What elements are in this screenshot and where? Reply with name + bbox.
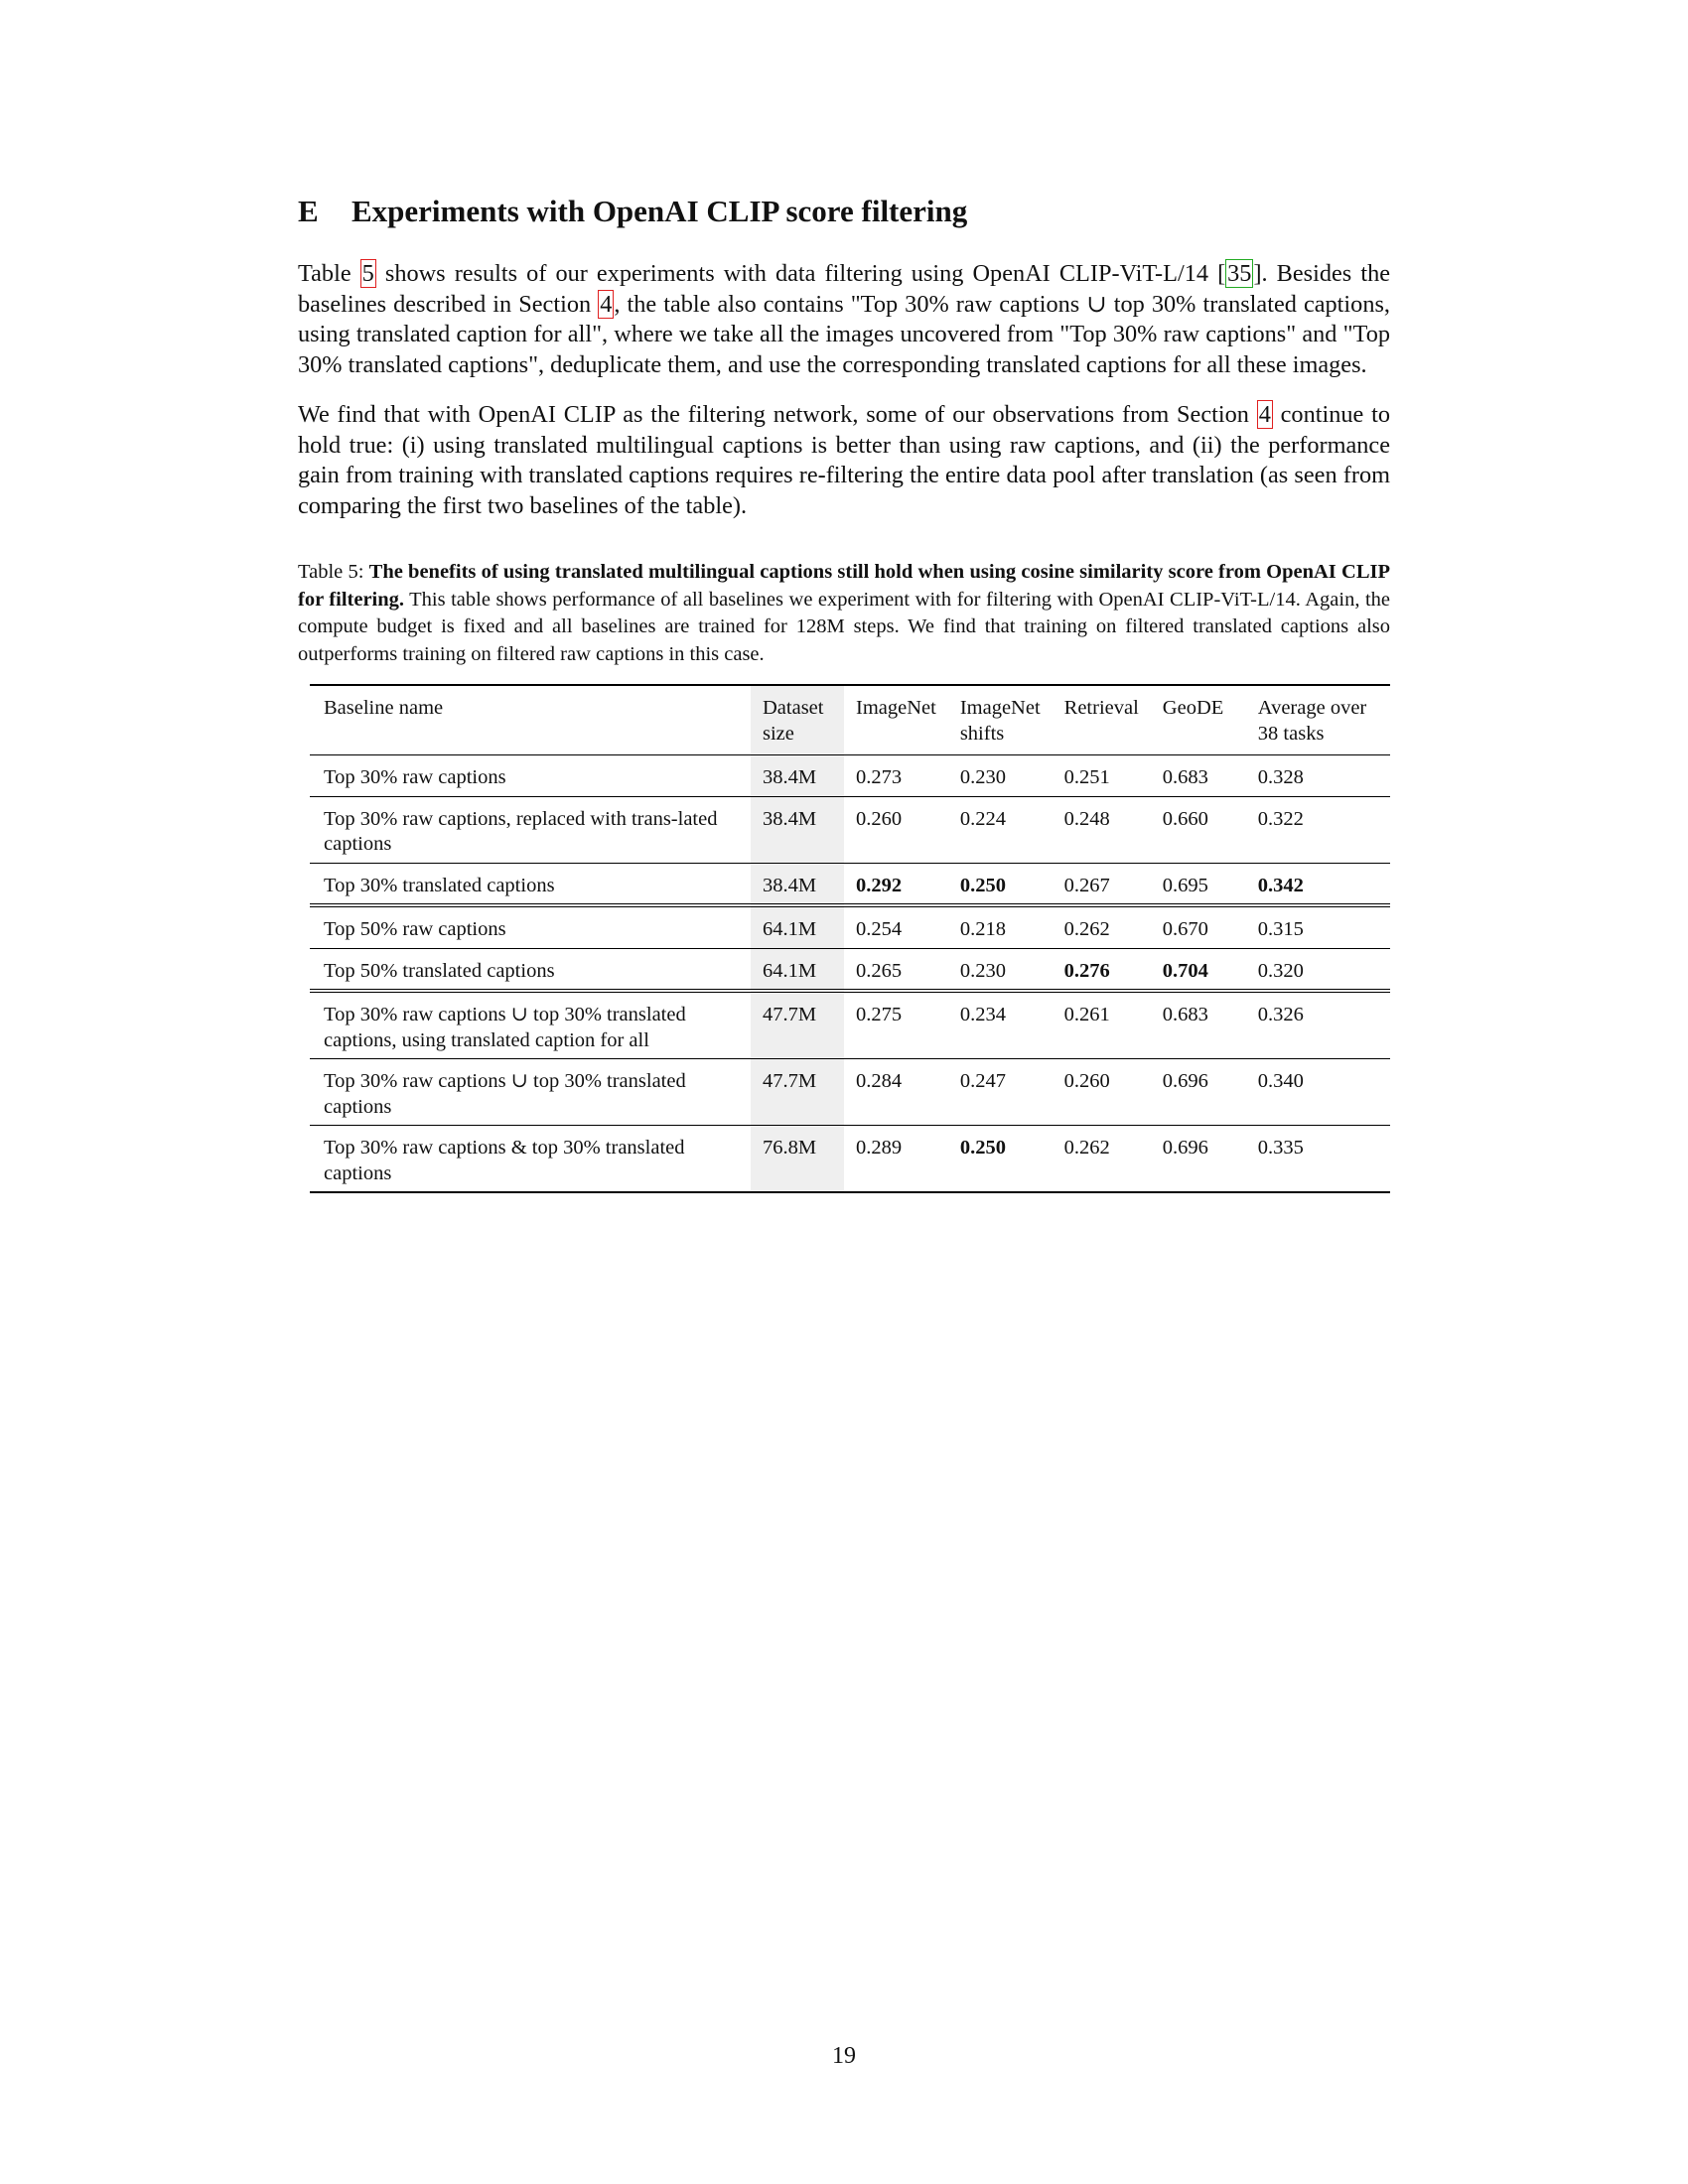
cell-size: 76.8M [751, 1126, 844, 1193]
p2-text-1: We find that with OpenAI CLIP as the filtering network, some of our observations from Section [298, 401, 1257, 428]
header-retrieval: Retrieval [1063, 697, 1139, 719]
cell-imagenet: 0.289 [856, 1137, 903, 1159]
cell-size: 47.7M [751, 991, 844, 1059]
cell-shifts: 0.230 [959, 959, 1006, 982]
cell-retrieval: 0.262 [1063, 918, 1110, 940]
cell-name: Top 30% raw captions ∪ top 30% translated captions, using translated caption for all [324, 1004, 686, 1051]
table-row [310, 905, 1390, 948]
section-ref-link-2[interactable]: 4 [1258, 401, 1271, 428]
cell-avg: 0.322 [1257, 807, 1304, 830]
cell-avg: 0.342 [1257, 874, 1304, 896]
results-table [310, 684, 1390, 1193]
paragraph-2 [298, 400, 1390, 521]
cell-shifts: 0.218 [959, 918, 1006, 940]
cite-open: [ [1217, 260, 1226, 287]
cell-imagenet: 0.273 [856, 766, 903, 788]
cell-shifts: 0.250 [959, 1137, 1006, 1159]
table-row [310, 796, 1390, 863]
cell-geode: 0.696 [1162, 1137, 1208, 1159]
caption-bold: The benefits of using translated multilingual captions still hold when using cosine similarity score from OpenAI CLIP for filtering. [298, 561, 1390, 611]
cell-retrieval: 0.276 [1063, 959, 1110, 982]
page-number: 19 [832, 2043, 856, 2069]
cell-avg: 0.326 [1257, 1004, 1304, 1025]
caption-rest: This table shows performance of all baselines we experiment with for filtering with OpenAI CLIP-ViT-L/14. Again, the compute budget is fixed and all baselines are trained for 128M steps. We find that training on filtered translated captions also outperforms training on filtered raw captions in this case. [298, 588, 1390, 665]
cell-avg: 0.340 [1257, 1070, 1304, 1092]
cell-shifts: 0.230 [959, 766, 1006, 788]
page-body [298, 194, 1390, 1193]
section-title: Experiments with OpenAI CLIP score filtering [352, 194, 968, 228]
cell-avg: 0.328 [1257, 766, 1304, 788]
table-row [310, 948, 1390, 991]
cell-geode: 0.696 [1162, 1070, 1208, 1092]
table-ref-link[interactable]: 5 [361, 260, 374, 287]
cell-retrieval: 0.248 [1063, 807, 1110, 830]
cell-shifts: 0.224 [959, 807, 1006, 830]
cell-retrieval: 0.267 [1063, 874, 1110, 896]
cell-shifts: 0.250 [959, 874, 1006, 896]
p1-text-4: , the table also contains "Top 30% raw captions ∪ top 30% translated captions, using translated caption for all", where we take all the images uncovered from "Top 30% raw captions" and "Top 30% translated captions", deduplicate them, and use the corresponding translated captions for all these images. [298, 290, 1390, 378]
section-heading [298, 194, 1390, 229]
p1-text-2: shows results of our experiments with data filtering using OpenAI CLIP-ViT-L/14 [375, 260, 1218, 287]
caption-label: Table 5: [298, 561, 369, 583]
table-header-row [310, 685, 1390, 755]
cell-size: 64.1M [751, 948, 844, 991]
paragraph-1 [298, 259, 1390, 380]
cite-close: ] [1253, 260, 1262, 287]
cell-retrieval: 0.262 [1063, 1137, 1110, 1159]
cell-imagenet: 0.265 [856, 959, 903, 982]
cell-name: Top 50% translated captions [324, 959, 555, 982]
cell-geode: 0.704 [1162, 959, 1208, 982]
cell-name: Top 30% translated captions [324, 874, 555, 896]
cell-avg: 0.315 [1257, 918, 1304, 940]
cell-geode: 0.670 [1162, 918, 1208, 940]
cell-geode: 0.660 [1162, 807, 1208, 830]
cell-size: 38.4M [751, 755, 844, 797]
cell-size: 47.7M [751, 1059, 844, 1126]
header-dataset-size: Dataset size [751, 685, 844, 755]
table-row [310, 1059, 1390, 1126]
cell-retrieval: 0.260 [1063, 1070, 1110, 1092]
header-geode: GeoDE [1162, 697, 1224, 719]
cell-name: Top 30% raw captions ∪ top 30% translated captions [324, 1070, 686, 1118]
cell-geode: 0.683 [1162, 766, 1208, 788]
cell-size: 38.4M [751, 796, 844, 863]
cell-name: Top 50% raw captions [324, 918, 506, 940]
cell-imagenet: 0.275 [856, 1004, 903, 1025]
cell-geode: 0.695 [1162, 874, 1208, 896]
cell-name: Top 30% raw captions & top 30% translated captions [324, 1137, 685, 1184]
cell-name: Top 30% raw captions [324, 766, 506, 788]
cell-imagenet: 0.292 [856, 874, 903, 896]
section-ref-link[interactable]: 4 [600, 290, 613, 318]
cell-size: 64.1M [751, 905, 844, 948]
cell-imagenet: 0.284 [856, 1070, 903, 1092]
table-row [310, 755, 1390, 797]
p1-text-1: Table [298, 260, 360, 287]
cell-size: 38.4M [751, 863, 844, 905]
header-imagenet-shifts: ImageNet shifts [959, 697, 1041, 745]
table-row [310, 1126, 1390, 1193]
table-caption [298, 559, 1390, 668]
header-average: Average over 38 tasks [1257, 697, 1367, 745]
p1-text-3: . Besides the baselines described in Section [298, 260, 1390, 318]
table-row [310, 863, 1390, 905]
cell-avg: 0.320 [1257, 959, 1304, 982]
cell-imagenet: 0.254 [856, 918, 903, 940]
cell-geode: 0.683 [1162, 1004, 1208, 1025]
table-row [310, 991, 1390, 1059]
section-number: E [298, 194, 319, 228]
header-baseline-name: Baseline name [324, 697, 444, 719]
cell-retrieval: 0.261 [1063, 1004, 1110, 1025]
citation-link[interactable]: 35 [1227, 260, 1252, 287]
cell-retrieval: 0.251 [1063, 766, 1110, 788]
header-imagenet: ImageNet [856, 697, 936, 719]
p2-text-2: continue to hold true: (i) using translated multilingual captions is better than using raw captions, and (ii) the performance gain from training with translated captions requires re-filtering the entire data pool after translation (as seen from comparing the first two baselines of the table). [298, 401, 1390, 519]
cell-shifts: 0.234 [959, 1004, 1006, 1025]
cell-imagenet: 0.260 [856, 807, 903, 830]
cell-avg: 0.335 [1257, 1137, 1304, 1159]
cell-shifts: 0.247 [959, 1070, 1006, 1092]
cell-name: Top 30% raw captions, replaced with trans-lated captions [324, 807, 718, 855]
